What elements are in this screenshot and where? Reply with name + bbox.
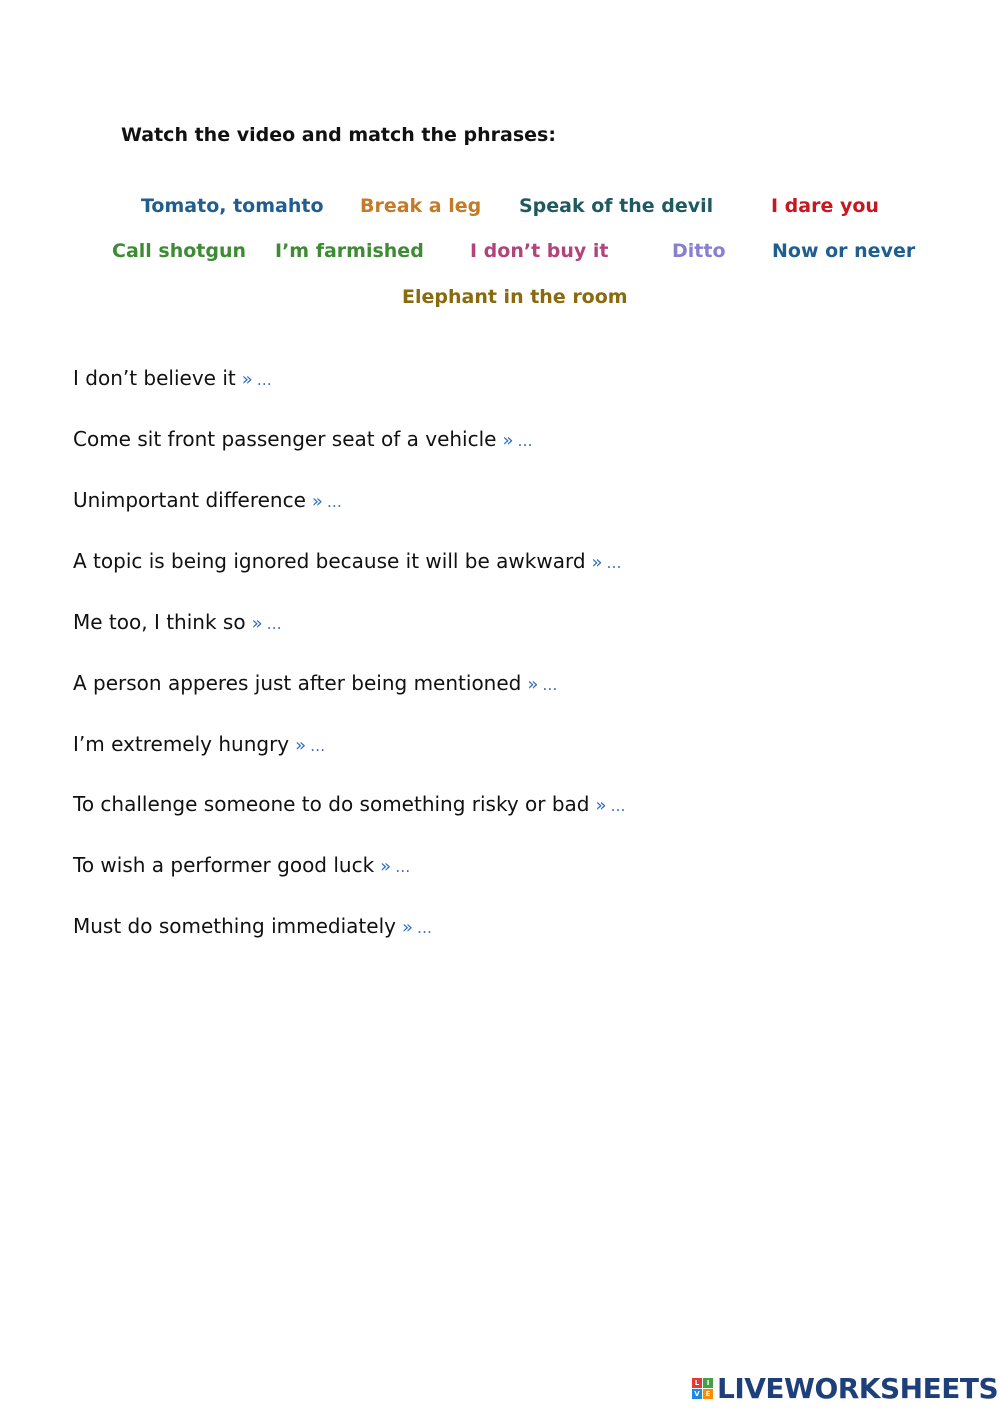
- answer-blank[interactable]: [380, 856, 410, 877]
- phrase-option[interactable]: I don’t buy it: [470, 240, 609, 262]
- answer-placeholder: …: [542, 676, 558, 694]
- definition-row: [73, 914, 432, 938]
- definition-row: [73, 427, 532, 451]
- phrase-option[interactable]: Elephant in the room: [402, 286, 628, 308]
- definition-text: Me too, I think so: [73, 610, 246, 634]
- phrase-option[interactable]: Tomato, tomahto: [141, 195, 324, 217]
- answer-marker: »: [241, 369, 253, 390]
- answer-blank[interactable]: [527, 674, 557, 695]
- answer-placeholder: …: [517, 432, 533, 450]
- definition-row: [73, 671, 557, 695]
- answer-placeholder: …: [310, 737, 326, 755]
- definition-text: Unimportant difference: [73, 488, 306, 512]
- answer-placeholder: …: [266, 615, 282, 633]
- definition-row: [73, 549, 622, 573]
- definition-text: A topic is being ignored because it will be awkward: [73, 549, 586, 573]
- answer-marker: »: [502, 430, 514, 451]
- logo-wordmark: LIVEWORKSHEETS: [717, 1371, 999, 1405]
- answer-blank[interactable]: [252, 613, 282, 634]
- answer-blank[interactable]: [295, 735, 325, 756]
- answer-blank[interactable]: [592, 552, 622, 573]
- answer-blank[interactable]: [312, 491, 342, 512]
- definition-row: [73, 732, 325, 756]
- phrase-option[interactable]: Break a leg: [360, 195, 482, 217]
- answer-marker: »: [380, 856, 392, 877]
- definition-row: [73, 610, 282, 634]
- logo-mark-letter: E: [703, 1389, 713, 1399]
- definition-text: Come sit front passenger seat of a vehicle: [73, 427, 497, 451]
- phrase-option[interactable]: Speak of the devil: [519, 195, 714, 217]
- answer-placeholder: …: [610, 797, 626, 815]
- logo-mark-icon: [692, 1378, 713, 1399]
- answer-placeholder: …: [606, 554, 622, 572]
- definition-text: I’m extremely hungry: [73, 732, 290, 756]
- phrase-option[interactable]: I dare you: [771, 195, 879, 217]
- answer-blank[interactable]: [242, 369, 272, 390]
- answer-placeholder: …: [395, 858, 411, 876]
- answer-marker: »: [311, 491, 323, 512]
- definition-text: To challenge someone to do something risky or bad: [73, 792, 590, 816]
- answer-blank[interactable]: [402, 917, 432, 938]
- phrase-option[interactable]: Call shotgun: [112, 240, 247, 262]
- answer-blank[interactable]: [502, 430, 532, 451]
- answer-marker: »: [251, 613, 263, 634]
- answer-marker: »: [595, 795, 607, 816]
- definition-text: I don’t believe it: [73, 366, 236, 390]
- definition-row: [73, 366, 272, 390]
- phrase-option[interactable]: Now or never: [772, 240, 916, 262]
- definition-row: [73, 488, 342, 512]
- definition-text: A person apperes just after being mentioned: [73, 671, 522, 695]
- answer-marker: »: [591, 552, 603, 573]
- answer-marker: »: [295, 735, 307, 756]
- instruction-heading: Watch the video and match the phrases:: [121, 124, 556, 146]
- liveworksheets-logo: [692, 1372, 998, 1404]
- definition-row: [73, 792, 626, 816]
- answer-blank[interactable]: [596, 795, 626, 816]
- definition-text: Must do something immediately: [73, 914, 396, 938]
- logo-mark-letter: I: [703, 1378, 713, 1388]
- definition-text: To wish a performer good luck: [73, 853, 375, 877]
- answer-placeholder: …: [326, 493, 342, 511]
- logo-mark-letter: L: [692, 1378, 702, 1388]
- phrase-option[interactable]: I’m farmished: [275, 240, 424, 262]
- answer-marker: »: [401, 917, 413, 938]
- answer-placeholder: …: [416, 919, 432, 937]
- answer-marker: »: [527, 674, 539, 695]
- logo-mark-letter: V: [692, 1389, 702, 1399]
- phrase-option[interactable]: Ditto: [672, 240, 726, 262]
- answer-placeholder: …: [256, 371, 272, 389]
- definition-row: [73, 853, 410, 877]
